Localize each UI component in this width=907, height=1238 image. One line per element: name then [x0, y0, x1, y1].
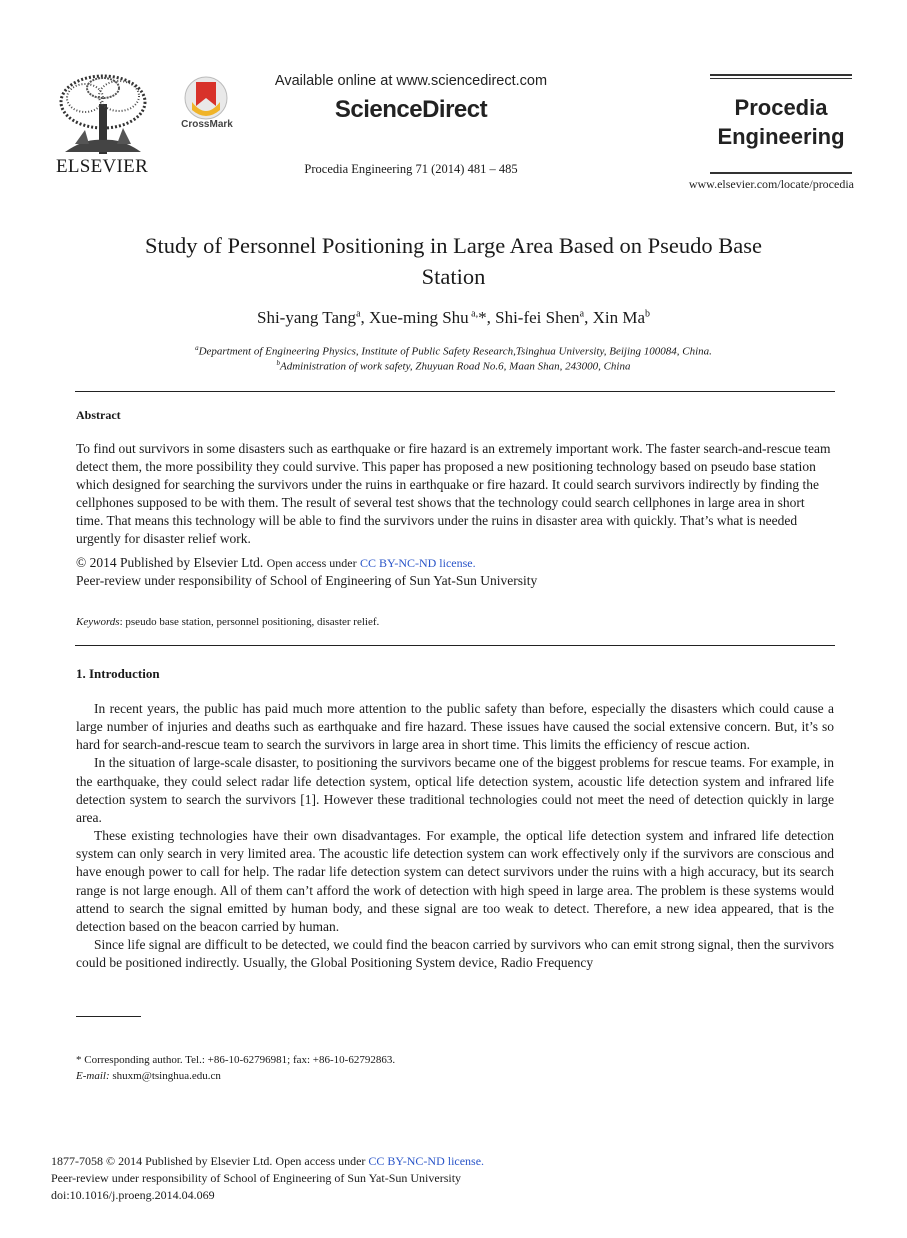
available-online-text: Available online at www.sciencedirect.com — [274, 73, 548, 89]
journal-name — [710, 93, 852, 151]
corresponding-author-note: * Corresponding author. Tel.: +86-10-62796981; fax: +86-10-62792863. — [76, 1054, 396, 1066]
abstract-body: To find out survivors in some disasters such as earthquake or fire hazard is an extremely important work. The faster search-and-rescue team detect them, the more possibility they could survive. This paper has proposed a new positioning technology based on pseudo base station which designed for searching the survivors under the ruins in earthquake or fire hazard. It could search survivors indirectly by finding the cellphones supposed to be with them. The result of several test shows that the technology could search cellphones in large area in short time. That means this technology will be able to find the survivors under the ruins in disaster area with quickly. That’s what is needed urgently for disaster relief work. — [76, 441, 831, 546]
author-list — [60, 308, 847, 328]
author-name: Shi-yang Tang — [256, 308, 357, 327]
affil-sup: a — [195, 344, 199, 352]
journal-name-line1: Procedia — [734, 95, 828, 120]
author-affil-sup: a, — [468, 308, 479, 320]
author-sep: , — [584, 308, 593, 327]
paragraph: In recent years, the public has paid much more attention to the public safety than before, especially the disasters which could cause a large number of injuries and deaths such as earthquake and fire hazard. These issues have caused the social extensive concern. But, it’s so hard for search-and-rescue team to search the survivors in large area in short time. This limits the efficiency of rescue action. — [76, 701, 834, 753]
footer-copyright — [51, 1154, 851, 1169]
divider-keywords — [75, 645, 835, 646]
open-access-text: Open access under — [266, 556, 357, 570]
elsevier-wordmark: ELSEVIER — [55, 156, 149, 177]
footer-license-link[interactable]: CC BY-NC-ND license. — [368, 1154, 485, 1168]
paper-title-line2: Station — [421, 264, 486, 289]
author-sep: *, — [478, 308, 496, 327]
author-name: Shi-fei Shen — [495, 308, 580, 327]
affiliation-a — [60, 344, 847, 358]
journal-name-line2: Engineering — [717, 124, 845, 149]
peer-review-note: Peer-review under responsibility of School of Engineering of Sun Yat-Sun University — [76, 573, 538, 588]
journal-reference: Procedia Engineering 71 (2014) 481 – 485 — [304, 162, 518, 176]
email-note — [76, 1070, 836, 1082]
crossmark-label: CrossMark — [181, 119, 233, 130]
paragraph: These existing technologies have their own disadvantages. For example, the optical life detection system and infrared life detection system can only search in very limited area. The acoustic life detection system can work effectively only if the survivors are conscious and have enough power to call for help. The radar life detection system can detect survivors under the ruins with a high accuracy, but its search range is not large enough. All of them can’t afford the work of detection with high speed in large area. The problem is these systems would attend to search the signal emitted by human body, and these signal are too weak to detect. Therefore, a new idea appeared, that is the detection based on the beacon carried by human. — [76, 828, 834, 934]
affiliation-b — [60, 359, 847, 373]
author-sep: , — [360, 308, 370, 327]
journal-box-rule-top-thin — [710, 78, 852, 79]
journal-url[interactable]: www.elsevier.com/locate/procedia — [688, 177, 854, 191]
paper-title-line1: Study of Personnel Positioning in Large Area Based on Pseudo Base — [144, 233, 763, 258]
footer-doi[interactable]: doi:10.1016/j.proeng.2014.04.069 — [51, 1188, 215, 1202]
keywords-text: : pseudo base station, personnel positioning, disaster relief. — [119, 616, 380, 628]
copyright-line — [76, 555, 834, 571]
paragraph: In the situation of large-scale disaster, to positioning the survivors became one of the biggest problems for rescue teams. For example, in the earthquake, they could select radar life detection system, optical life detection system, acoustic life detection system and infrared life detection system to search the survivors [1]. However these traditional technologies could not meet the need of detection quickly in large area. — [76, 755, 834, 825]
author-name: Xin Ma — [592, 308, 646, 327]
author-affil-sup: b — [645, 308, 651, 320]
divider-top — [75, 391, 835, 392]
email-label: E-mail: — [76, 1070, 110, 1082]
author-affil-sup: a — [579, 308, 585, 320]
introduction-body — [76, 700, 834, 972]
journal-box-rule-top — [710, 74, 852, 76]
paragraph: Since life signal are difficult to be detected, we could find the beacon carried by survivors who can emit strong signal, then the survivors could be positioned indirectly. Usually, the Global Positioning System device, Radio Frequency — [76, 937, 834, 971]
paper-title — [60, 230, 847, 292]
footer-peer-review: Peer-review under responsibility of School of Engineering of Sun Yat-Sun University — [51, 1171, 462, 1185]
section-heading: 1. Introduction — [76, 666, 160, 681]
footnote-rule — [76, 1016, 141, 1017]
keywords — [76, 616, 834, 628]
author-name: Xue-ming Shu — [369, 308, 469, 327]
keywords-label: Keywords — [76, 616, 120, 628]
license-link[interactable]: CC BY-NC-ND license. — [359, 556, 476, 570]
journal-box-rule-bottom — [710, 172, 852, 174]
affil-sup: b — [276, 359, 280, 367]
affil-text: Department of Engineering Physics, Institute of Public Safety Research,Tsinghua University, Beijing 100084, China. — [198, 345, 712, 358]
affil-text: Administration of work safety, Zhuyuan Road No.6, Maan Shan, 243000, China — [280, 360, 631, 373]
abstract-heading: Abstract — [76, 408, 121, 422]
author-affil-sup: a — [356, 308, 361, 320]
copyright-main: © 2014 Published by Elsevier Ltd. — [76, 555, 264, 570]
email-address[interactable]: shuxm@tsinghua.edu.cn — [109, 1070, 221, 1082]
sciencedirect-title: ScienceDirect — [334, 96, 488, 123]
footer-copy-text: 1877-7058 © 2014 Published by Elsevier Ltd. Open access under — [51, 1154, 369, 1168]
